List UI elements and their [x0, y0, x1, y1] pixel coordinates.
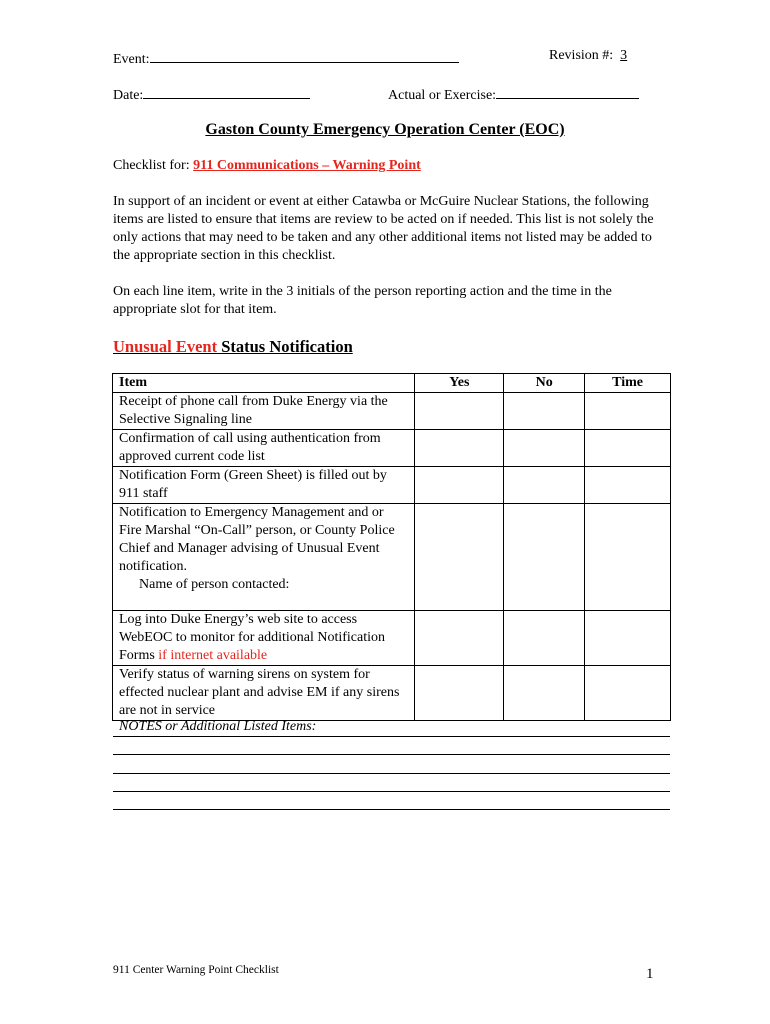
- page-title: Gaston County Emergency Operation Center (EOC): [205, 121, 565, 138]
- item-red-text: if internet available: [158, 648, 268, 663]
- time-cell[interactable]: [585, 666, 671, 721]
- table-row: [113, 666, 671, 721]
- item-text: Confirmation of call using authentication from approved current code list: [113, 430, 415, 467]
- yes-cell[interactable]: [415, 611, 504, 666]
- notes-line[interactable]: [113, 736, 670, 737]
- time-cell[interactable]: [585, 393, 671, 430]
- item-cell: [113, 504, 415, 611]
- checklist-label: Checklist for:: [113, 158, 190, 173]
- item-text: Receipt of phone call from Duke Energy via the Selective Signaling line: [113, 393, 415, 430]
- time-cell[interactable]: [585, 467, 671, 504]
- instruction-paragraph: On each line item, write in the 3 initials of the person reporting action and the time in the appropriate slot for that item.: [113, 284, 612, 317]
- checklist-for: [113, 158, 421, 174]
- col-header-yes: Yes: [415, 374, 504, 393]
- actual-exercise-label: Actual or Exercise:: [388, 88, 497, 103]
- event-field: [113, 48, 459, 68]
- time-cell[interactable]: [585, 430, 671, 467]
- actual-exercise-blank[interactable]: [496, 84, 639, 99]
- yes-cell[interactable]: [415, 666, 504, 721]
- notes-label: NOTES or Additional Listed Items:: [119, 719, 317, 734]
- time-cell[interactable]: [585, 611, 671, 666]
- yes-cell[interactable]: [415, 430, 504, 467]
- item-text: Verify status of warning sirens on system for effected nuclear plant and advise EM if any sirens are not in service: [113, 666, 415, 721]
- notes-line[interactable]: [113, 791, 670, 792]
- table-row: [113, 504, 671, 611]
- page-number: 1: [646, 966, 654, 982]
- table-row: [113, 430, 671, 467]
- table-row: [113, 467, 671, 504]
- table-row: [113, 611, 671, 666]
- section-heading-rest: Status Notification: [217, 337, 353, 356]
- section-heading-red: Unusual Event: [113, 337, 218, 356]
- checklist-table: [112, 373, 671, 721]
- no-cell[interactable]: [504, 666, 585, 721]
- item-text: Notification Form (Green Sheet) is filled out by 911 staff: [113, 467, 415, 504]
- col-header-no: No: [504, 374, 585, 393]
- item-cell: [113, 611, 415, 666]
- item-text: Notification to Emergency Management and or Fire Marshal “On-Call” person, or County Police Chief and Manager advising of Unusual Event notification.: [119, 505, 395, 574]
- notes-line[interactable]: [113, 754, 670, 755]
- item-text: Log into Duke Energy’s web site to access WebEOC to monitor for additional Notification Forms: [119, 612, 385, 663]
- col-header-item: Item: [113, 374, 415, 393]
- no-cell[interactable]: [504, 393, 585, 430]
- event-label: Event:: [113, 52, 150, 67]
- revision-field: [549, 48, 627, 64]
- yes-cell[interactable]: [415, 467, 504, 504]
- intro-paragraph: In support of an incident or event at either Catawba or McGuire Nuclear Stations, the following items are listed to ensure that items are review to be acted on if needed. This list is not solely the only actions that may need to be taken and any other additional items not listed may be added to the appropriate section in this checklist.: [113, 194, 654, 263]
- no-cell[interactable]: [504, 467, 585, 504]
- section-heading: [113, 337, 353, 357]
- table-row: [113, 393, 671, 430]
- no-cell[interactable]: [504, 611, 585, 666]
- no-cell[interactable]: [504, 504, 585, 611]
- event-blank[interactable]: [150, 48, 459, 63]
- date-blank[interactable]: [143, 84, 310, 99]
- notes-line[interactable]: [113, 809, 670, 810]
- yes-cell[interactable]: [415, 393, 504, 430]
- footer-title: 911 Center Warning Point Checklist: [113, 964, 279, 976]
- yes-cell[interactable]: [415, 504, 504, 611]
- actual-exercise-field: [388, 84, 639, 104]
- date-field: [113, 84, 310, 104]
- no-cell[interactable]: [504, 430, 585, 467]
- table-header-row: [113, 374, 671, 393]
- notes-line[interactable]: [113, 773, 670, 774]
- time-cell[interactable]: [585, 504, 671, 611]
- col-header-time: Time: [585, 374, 671, 393]
- checklist-name: 911 Communications – Warning Point: [193, 158, 421, 173]
- item-subtext: Name of person contacted:: [139, 577, 290, 592]
- revision-label: Revision #:: [549, 48, 614, 63]
- date-label: Date:: [113, 88, 144, 103]
- revision-value: 3: [620, 48, 628, 63]
